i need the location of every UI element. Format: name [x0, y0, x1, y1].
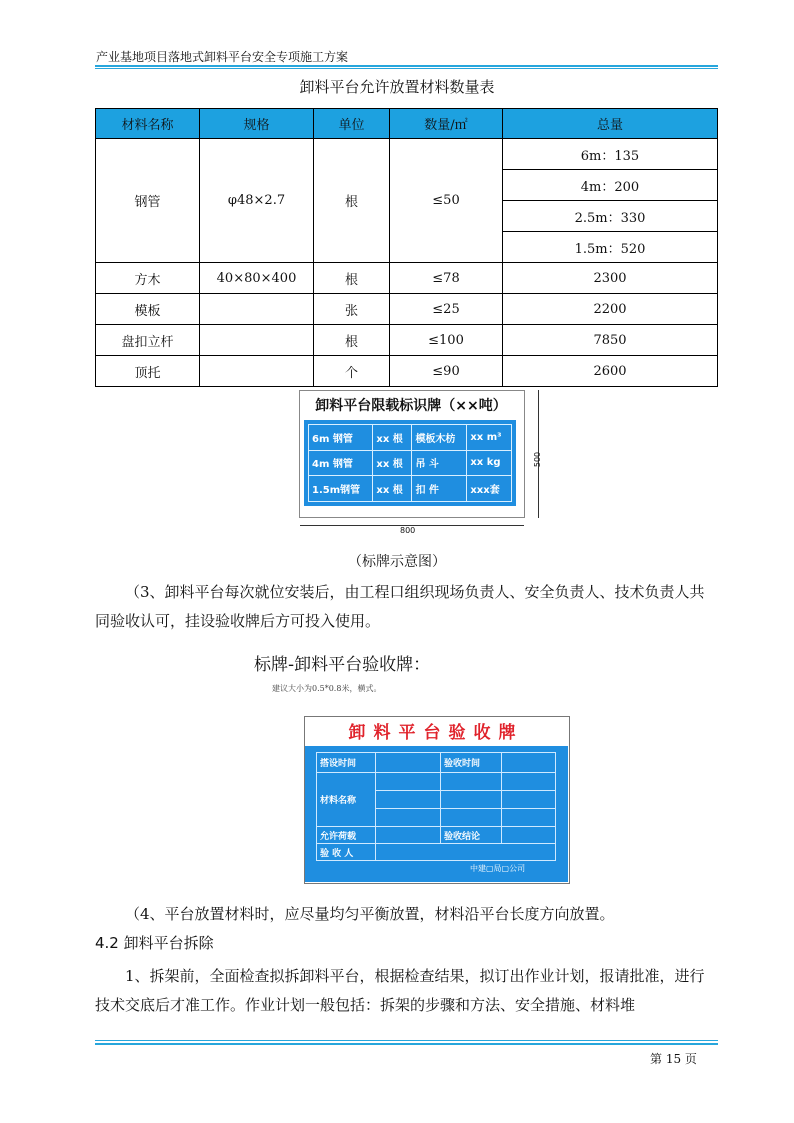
acceptance-sign-note: 建议大小为0.5*0.8米，横式。 — [272, 684, 382, 693]
cell-unit: 张 — [314, 294, 390, 325]
acceptance-sign-title: 卸料平台验收牌 — [348, 723, 524, 743]
paragraph-3: （3、卸料平台每次就位安装后，由工程口组织现场负责人、安全负责人、技术负责人共同验收认可，挂设验收牌后方可投入使用。 — [95, 583, 705, 630]
cell-name: 盘扣立杆 — [96, 325, 200, 356]
load-limit-sign-title: 卸料平台限载标识牌（××吨） — [315, 398, 507, 414]
col-header: 规格 — [200, 109, 314, 139]
table-row — [96, 356, 718, 387]
paragraph-4: （4、平台放置材料时，应尽量均匀平衡放置，材料沿平台长度方向放置。 — [125, 905, 615, 923]
sign-label: 验收时间 — [441, 753, 502, 773]
table-header-row — [96, 109, 718, 139]
cell-qty: ≤50 — [390, 139, 503, 263]
col-header: 总量 — [503, 109, 718, 139]
header-divider — [95, 65, 718, 67]
acceptance-grid — [316, 752, 556, 861]
footer-divider — [95, 1043, 718, 1045]
cell-unit: 根 — [314, 139, 390, 263]
cell-total: 4m：200 — [503, 170, 718, 201]
col-header: 单位 — [314, 109, 390, 139]
cell-qty: ≤90 — [390, 356, 503, 387]
cell-qty: ≤25 — [390, 294, 503, 325]
cell-total: 1.5m：520 — [503, 232, 718, 263]
sign-cell: xx 根 — [373, 450, 412, 476]
cell-spec: 40×80×400 — [200, 263, 314, 294]
table-title: 卸料平台允许放置材料数量表 — [299, 78, 495, 96]
sign-cell: xx kg — [467, 450, 512, 476]
col-header: 材料名称 — [96, 109, 200, 139]
sign-label: 验收结论 — [441, 827, 502, 844]
cell-total: 7850 — [503, 325, 718, 356]
cell-name: 模板 — [96, 294, 200, 325]
sign-label: 验 收 人 — [317, 844, 376, 861]
sign-cell: 4m 钢管 — [309, 450, 373, 476]
acceptance-sign-footer: 中建▢局▢公司 — [470, 864, 526, 873]
table-row — [96, 139, 718, 170]
cell-unit: 个 — [314, 356, 390, 387]
sign-cell: xx 根 — [373, 425, 412, 451]
cell-unit: 根 — [314, 325, 390, 356]
cell-qty: ≤100 — [390, 325, 503, 356]
sign-cell: xx m³ — [467, 425, 512, 451]
cell-total: 2.5m：330 — [503, 201, 718, 232]
cell-spec — [200, 294, 314, 325]
cell-spec — [200, 325, 314, 356]
dimension-width-label: 800 — [400, 526, 416, 535]
section-heading: 4.2 卸料平台拆除 — [95, 934, 214, 952]
cell-spec: φ48×2.7 — [200, 139, 314, 263]
table-row — [96, 325, 718, 356]
sign-caption: （标牌示意图） — [348, 554, 446, 570]
cell-spec — [200, 356, 314, 387]
header-divider-thin — [95, 68, 718, 69]
sign-cell: 模板木枋 — [412, 425, 467, 451]
cell-unit: 根 — [314, 263, 390, 294]
cell-name: 顶托 — [96, 356, 200, 387]
cell-total: 2600 — [503, 356, 718, 387]
sign-cell: 吊 斗 — [412, 450, 467, 476]
sign-label: 材料名称 — [317, 773, 376, 827]
header-title: 产业基地项目落地式卸料平台安全专项施工方案 — [96, 50, 349, 64]
cell-qty: ≤78 — [390, 263, 503, 294]
load-limit-grid — [308, 424, 512, 502]
page-number: 第 15 页 — [650, 1052, 697, 1066]
footer-divider-thin — [95, 1040, 718, 1041]
sign-label: 允许荷载 — [317, 827, 376, 844]
sign-cell: 扣 件 — [412, 476, 467, 502]
sign-cell: xxx套 — [467, 476, 512, 502]
sign-cell: 1.5m钢管 — [309, 476, 373, 502]
table-row — [96, 294, 718, 325]
dimension-height-label: 500 — [533, 451, 543, 468]
cell-name: 钢管 — [96, 139, 200, 263]
cell-name: 方木 — [96, 263, 200, 294]
sign-label: 搭设时间 — [317, 753, 376, 773]
paragraph-5: 1、拆架前，全面检查拟拆卸料平台，根据检查结果，拟订出作业计划，报请批准，进行技术交底后才准工作。作业计划一般包括：拆架的步骤和方法、安全措施、材料堆 — [95, 967, 705, 1014]
table-row — [96, 263, 718, 294]
sign-cell: 6m 钢管 — [309, 425, 373, 451]
sign-cell: xx 根 — [373, 476, 412, 502]
col-header: 数量/㎡ — [390, 109, 503, 139]
acceptance-sign-heading: 标牌-卸料平台验收牌： — [254, 655, 431, 675]
cell-total: 2300 — [503, 263, 718, 294]
cell-total: 6m：135 — [503, 139, 718, 170]
cell-total: 2200 — [503, 294, 718, 325]
material-table — [95, 108, 718, 387]
